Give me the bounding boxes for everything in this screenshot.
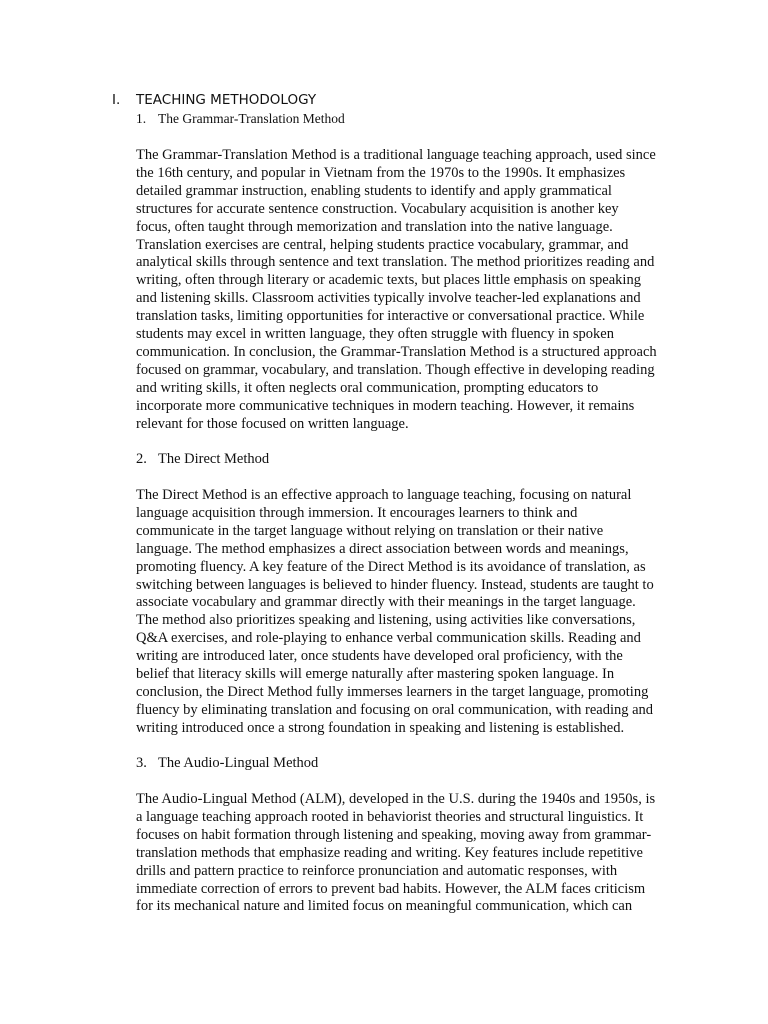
paragraph-line: the 16th century, and popular in Vietnam from the 1970s to the 1990s. It emphasizes [136,164,626,181]
paragraph-line: detailed grammar instruction, enabling students to identify and apply grammatical [136,182,612,199]
paragraph-line: The Audio-Lingual Method (ALM), developed in the U.S. during the 1940s and 1950s, is [136,791,656,807]
paragraph-line: The Direct Method is an effective approach to language teaching, focusing on natural [136,487,632,503]
paragraph-line: The Grammar-Translation Method is a traditional language teaching approach, used since [136,147,656,163]
paragraph-line: for its mechanical nature and limited focus on meaningful communication, which can [136,898,633,915]
paragraph-line: drills and pattern practice to reinforce pronunciation and automatic responses, with [136,862,618,879]
paragraph-line: a language teaching approach rooted in behaviorist theories and structural linguistics. It [136,808,644,825]
paragraph-line: immediate correction of errors to prevent bad habits. However, the ALM faces criticism [136,880,646,897]
paragraph-grammar-translation [136,147,681,434]
section-heading-number: I. [112,92,121,108]
paragraph-line: Translation exercises are central, helping students practice vocabulary, grammar, and [136,236,629,253]
paragraph-line: language. The method emphasizes a direct association between words and meanings, [136,540,629,557]
paragraph-line: switching between languages is believed to hinder fluency. Instead, students are taught to [136,576,654,593]
paragraph-line: promoting fluency. A key feature of the Direct Method is its avoidance of translation, as [136,558,646,575]
subheading-title: The Direct Method [158,451,270,467]
subheading-number: 2. [136,451,147,467]
paragraph-line: translation methods that emphasize reading and writing. Key features include repetitive [136,844,643,861]
paragraph-direct-method [136,487,681,738]
paragraph-line: communicate in the target language without relying on translation or their native [136,522,604,539]
paragraph-line: writing introduced once a strong foundation in speaking and listening is established. [136,719,625,736]
paragraph-line: structures for accurate sentence construction. Vocabulary acquisition is another key [136,200,619,217]
section-heading [112,92,316,108]
paragraph-line: The method also prioritizes speaking and listening, using activities like conversations, [136,612,636,629]
paragraph-line: and writing skills, it often neglects oral communication, prompting educators to [136,379,599,396]
paragraph-line: incorporate more communicative techniques in modern teaching. However, it remains [136,397,635,414]
paragraph-line: relevant for those focused on written language. [136,415,409,432]
paragraph-line: analytical skills through sentence and text translation. The method prioritizes reading and [136,254,655,271]
paragraph-line: writing are introduced later, once students have developed oral proficiency, with the [136,648,623,665]
subheading-title: The Grammar-Translation Method [158,111,345,126]
subheading-title: The Audio-Lingual Method [158,755,319,771]
paragraph-line: writing, often through literary or academic texts, but places little emphasis on speaking [136,272,641,289]
section-heading-text: TEACHING METHODOLOGY [136,92,317,108]
paragraph-line: fluency by eliminating translation and focusing on oral communication, with reading and [136,701,654,718]
subheading-grammar-translation [136,111,345,127]
subheading-number: 1. [136,111,147,126]
subheading-number: 3. [136,755,147,771]
paragraph-audio-lingual [136,791,681,916]
paragraph-line: translation tasks, limiting opportunities for interactive or conversational practice. While [136,308,645,325]
paragraph-line: conclusion, the Direct Method fully immerses learners in the target language, promoting [136,683,649,700]
paragraph-line: associate vocabulary and grammar directly with their meanings in the target language. [136,594,636,611]
paragraph-line: focuses on habit formation through listening and speaking, moving away from grammar- [136,826,652,843]
subheading-direct-method [136,451,269,468]
paragraph-line: focus, often taught through memorization and translation into the native language. [136,218,613,235]
paragraph-line: focused on grammar, vocabulary, and translation. Though effective in developing reading [136,361,655,378]
paragraph-line: Q&A exercises, and role-playing to enhance verbal communication skills. Reading and [136,630,641,647]
paragraph-line: students may excel in written language, they often struggle with fluency in spoken [136,326,614,343]
paragraph-line: and listening skills. Classroom activities typically involve teacher-led explanations and [136,290,641,307]
paragraph-line: language acquisition through immersion. It encourages learners to think and [136,504,578,521]
paragraph-line: belief that literacy skills will emerge naturally after mastering spoken language. In [136,666,615,683]
paragraph-line: communication. In conclusion, the Grammar-Translation Method is a structured approach [136,343,657,360]
subheading-audio-lingual [136,755,318,772]
